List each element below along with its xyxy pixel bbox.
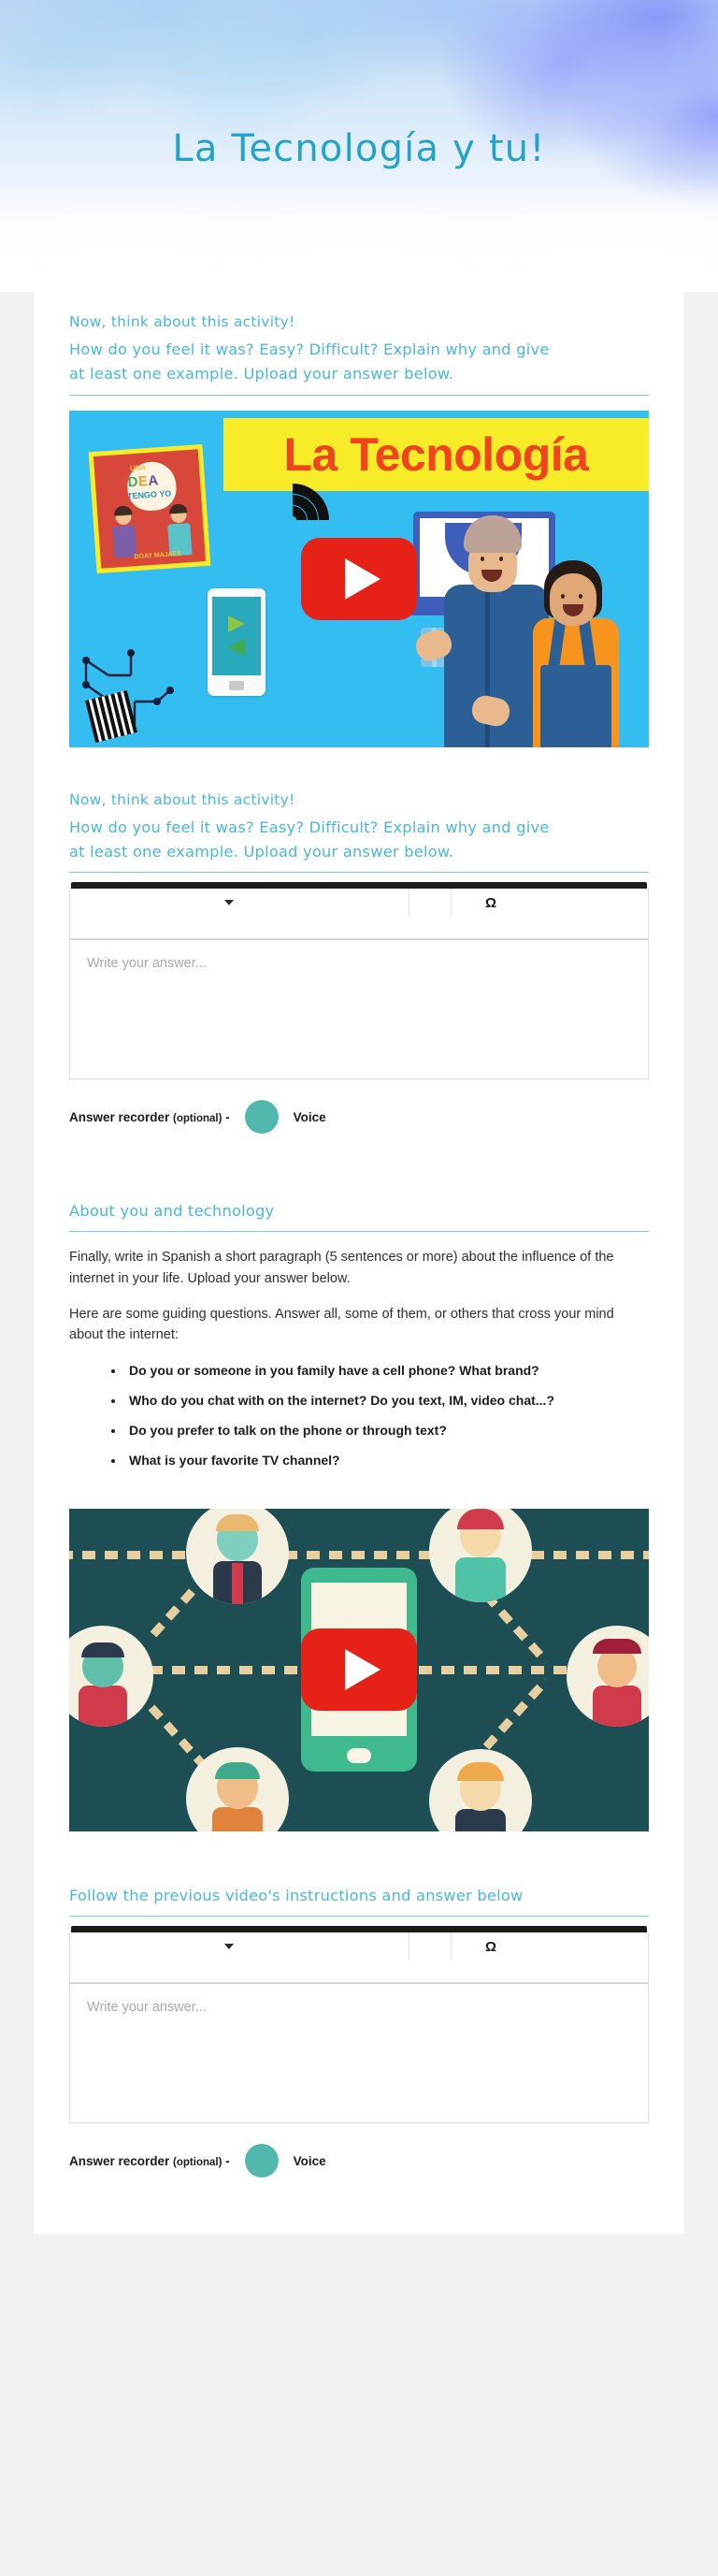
section3-paragraph-2: Here are some guiding questions. Answer all, some of them, or others that cross your mind about the internet:: [69, 1306, 614, 1343]
section3-paragraph-1: Finally, write in Spanish a short paragraph (5 sentences or more) about the influence of the internet in your life. Upload your answer below.: [69, 1250, 614, 1286]
page-title: La Tecnología y tu!: [172, 127, 546, 170]
answer-editor-2: [69, 1926, 649, 2123]
editor2-style-dropdown[interactable]: [70, 1932, 388, 1961]
section1-prompt-line2: How do you feel it was? Easy? Difficult? Explain why and give: [69, 340, 550, 359]
answer-recorder-row-1: [69, 1100, 649, 1134]
recorder2-optional: (optional): [173, 2156, 223, 2168]
editor2-textarea[interactable]: [69, 1983, 649, 2123]
answer-recorder-row-2: [69, 2144, 649, 2178]
editor1-placeholder: Write your answer...: [87, 956, 207, 972]
guiding-questions-list: [69, 1361, 649, 1470]
avatar: [429, 1749, 532, 1831]
editor1-top-bar: [71, 882, 647, 889]
connector-line-top: [69, 1551, 649, 1559]
play-button-video1[interactable]: [301, 538, 417, 620]
avatar: [186, 1509, 289, 1604]
section4-heading: Follow the previous video's instructions and answer below: [69, 1886, 524, 1904]
section1-prompt-line1: Now, think about this activity!: [69, 313, 295, 330]
section2-prompt-line1: Now, think about this activity!: [69, 790, 295, 808]
editor1-toolbar: [69, 889, 649, 939]
avatar: [429, 1509, 532, 1602]
content-card: [34, 290, 684, 2234]
special-character-button[interactable]: Ω: [484, 1938, 497, 1955]
editor2-top-bar: [71, 1926, 647, 1932]
play-triangle-icon: [345, 1649, 381, 1690]
section2-prompt: [69, 789, 649, 874]
avatar: [69, 1626, 153, 1727]
section1-prompt-line3: at least one example. Upload your answer below.: [69, 365, 454, 384]
content-inner: [34, 290, 684, 2178]
avatar: [567, 1626, 649, 1727]
play-triangle-icon: [345, 558, 381, 600]
book-line2: IDEA: [122, 471, 160, 491]
answer-editor-1: [69, 882, 649, 1079]
book-line3: TENGO YO: [126, 487, 172, 501]
list-item: • What is your favorite TV channel?: [125, 1451, 649, 1470]
book-line1: UNA: [129, 462, 147, 472]
section3-heading-block: [69, 1199, 649, 1232]
circuit-board-icon: [77, 644, 180, 742]
presenter-girl: [524, 560, 628, 747]
chevron-down-icon: [224, 1944, 234, 1949]
recorder1-optional: (optional): [173, 1112, 223, 1124]
video-thumbnail-la-tecnologia[interactable]: [69, 411, 649, 747]
video1-title-text: La Tecnología: [283, 427, 589, 481]
chevron-down-icon: [224, 900, 234, 905]
book-cover-graphic: [89, 443, 211, 572]
section4-divider: [69, 1916, 649, 1917]
section1-prompt: [69, 311, 649, 396]
list-item: • Who do you chat with on the internet? Do you text, IM, video chat...?: [125, 1391, 649, 1411]
smartphone-graphic: [208, 588, 266, 696]
voice-record-button-2[interactable]: [245, 2144, 279, 2178]
editor2-toolbar: [69, 1932, 649, 1983]
play-button-video2[interactable]: [301, 1628, 417, 1711]
editor1-divider-2: [451, 889, 452, 917]
editor1-textarea[interactable]: [69, 939, 649, 1079]
section2-prompt-line2: How do you feel it was? Easy? Difficult? Explain why and give: [69, 818, 550, 836]
page-header-banner: [0, 0, 718, 292]
editor1-style-dropdown[interactable]: [70, 889, 388, 917]
voice-record-button-1[interactable]: [245, 1100, 279, 1134]
video-thumbnail-social-network[interactable]: [69, 1509, 649, 1831]
video1-title-banner: [223, 418, 649, 491]
section4-heading-block: [69, 1884, 649, 1917]
list-item: • Do you or someone in you family have a cell phone? What brand?: [125, 1361, 649, 1381]
special-character-button[interactable]: Ω: [484, 894, 497, 911]
section3-heading: About you and technology: [69, 1202, 275, 1221]
list-item: • Do you prefer to talk on the phone or through text?: [125, 1421, 649, 1440]
recorder1-label: Answer recorder (optional) -: [69, 1109, 230, 1124]
recorder2-label: Answer recorder (optional) -: [69, 2153, 230, 2168]
editor2-divider-2: [451, 1932, 452, 1961]
editor2-placeholder: Write your answer...: [87, 2000, 207, 2016]
section2-prompt-line3: at least one example. Upload your answer below.: [69, 842, 454, 861]
recorder2-voice-label: Voice: [293, 2153, 326, 2168]
book-credit: DOAY MAJAES: [134, 550, 182, 560]
section2-divider: [69, 872, 649, 873]
recorder1-voice-label: Voice: [293, 1109, 326, 1124]
